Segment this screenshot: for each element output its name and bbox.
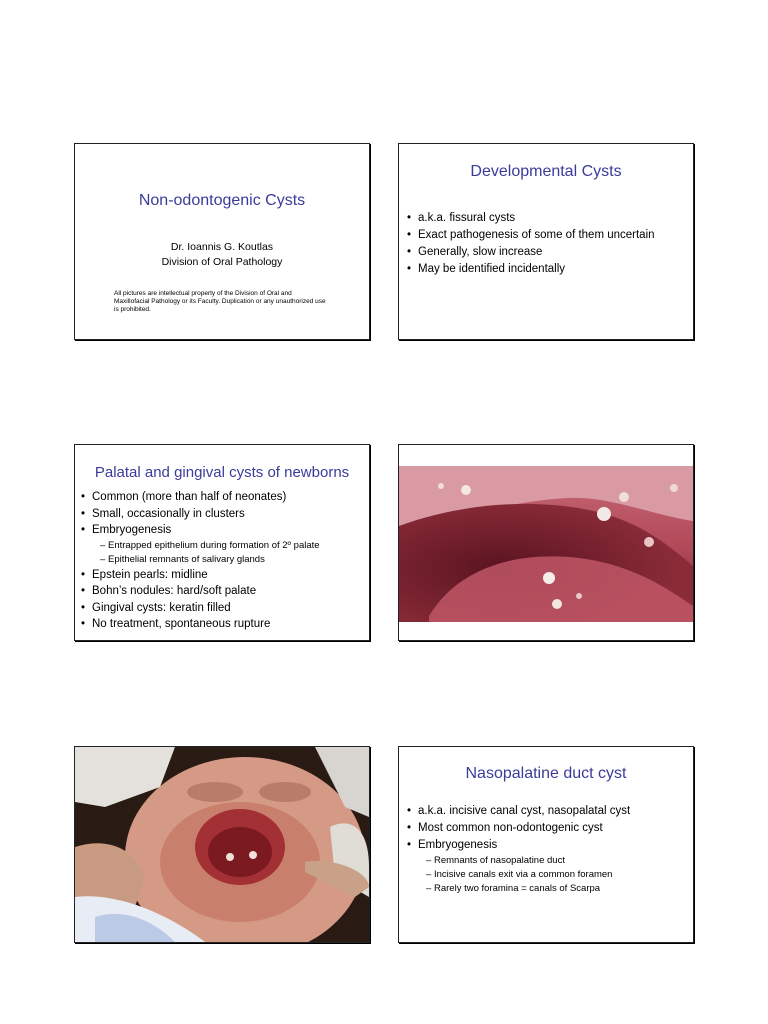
author-name: Dr. Ioannis G. Koutlas [170,241,274,253]
list-item: • Common (more than half of neonates) [79,489,365,506]
bullet-list [405,210,689,278]
sub-item: – Entrapped epithelium during formation of 2º palate [100,539,365,553]
list-item [405,837,689,896]
slide-title-non-odontogenic [74,143,370,340]
list-item: • a.k.a. fissural cysts [405,210,689,227]
department-name: Division of Oral Pathology [161,256,283,268]
slide-title: Nasopalatine duct cyst [465,765,627,782]
copyright-notice: All pictures are intellectual property of the Division of Oral and Maxillofacial Pathology or its Faculty. Duplication or any unauthorized use is prohibited. [114,290,326,313]
sub-list [92,539,365,567]
slide-palate-photo [398,444,694,641]
sub-item: – Epithelial remnants of salivary glands [100,553,365,567]
slide-developmental-cysts [398,143,694,340]
infant-oral-exam-photo [75,747,369,942]
slide-title: Developmental Cysts [470,163,622,180]
list-item-label: Embryogenesis [418,839,498,851]
bullet-list [405,803,689,896]
list-item: • Bohn’s nodules: hard/soft palate [79,583,365,600]
slide-title: Palatal and gingival cysts of newborns [94,464,350,481]
list-item: • Small, occasionally in clusters [79,506,365,523]
slide-palatal-gingival-cysts [74,444,370,641]
list-item: • No treatment, spontaneous rupture [79,616,365,633]
sub-item: – Remnants of nasopalatine duct [426,854,689,868]
sub-list [418,854,689,896]
list-item: • a.k.a. incisive canal cyst, nasopalatal cyst [405,803,689,820]
list-item: • Epstein pearls: midline [79,567,365,584]
list-item-label: Embryogenesis [92,524,172,536]
slide-nasopalatine-duct-cyst [398,746,694,943]
list-item: • Most common non-odontogenic cyst [405,820,689,837]
palatal-cysts-photo [399,466,693,622]
list-item: • Gingival cysts: keratin filled [79,600,365,617]
sub-item: – Incisive canals exit via a common foramen [426,868,689,882]
list-item: • Generally, slow increase [405,244,689,261]
slide-infant-photo [74,746,370,943]
slide-title: Non-odontogenic Cysts [138,192,306,209]
list-item [79,522,365,567]
list-item: • May be identified incidentally [405,261,689,278]
list-item: • Exact pathogenesis of some of them uncertain [405,227,689,244]
bullet-list [79,489,365,633]
sub-item: – Rarely two foramina = canals of Scarpa [426,882,689,896]
